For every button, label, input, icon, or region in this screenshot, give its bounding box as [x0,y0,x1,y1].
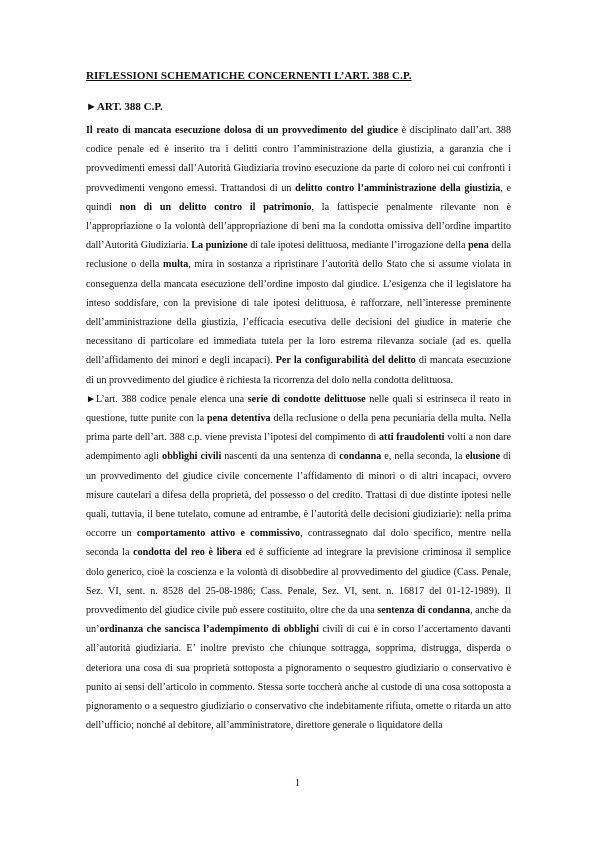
text-run: civili di cui è in corso l’accertamento davanti all’autorità giudiziaria. E’ inoltre previsto che chiunque sottragga, sopprima, distrugga, disperda o deteriora una cosa di sua proprietà sottoposta a pignoramento o sequestro giudiziario o conservativo è punito ai sensi dell’articolo in commento. Stessa sorte toccherà anche al custode di una cosa sottoposta a pignoramento o a sequestro giudiziario o conservativo che indebitamente rifiuta, omette o ritarda un atto dell’ufficio; nonché al debitore, all’amministratore, direttore generale o liquidatore della [86,624,512,732]
bold-text: obblighi civili [162,451,222,463]
bold-text: serie di condotte delittuose [247,393,366,405]
text-run: ►L’art. 388 codice penale elenca una [86,393,248,405]
bold-text: non di un delitto contro il patrimonio [119,201,312,213]
bold-text: delitto contro l’amministrazione della giustizia [295,182,501,194]
text-run: ed è sufficiente ad integrare la previsione criminosa il semplice dolo generico, cioè la coscienza e la volontà di disobbedire al provvedimento del giudice (Cass. Penale, Sez. VI, sent. n. 8528 del 25-08-1986; Cass. Penale, Sez. VI, sent. n. 16817 del 01-12-1989). Il provvedimento del giudice civile può essere costituito, oltre che da una [86,547,511,617]
text-run: di un provvedimento del giudice civile concernente l’affidamento di minori o di altri incapaci, ovvero misure cautelari a difesa della proprietà, del possesso o del credito. Trattasi di due distinte ipotesi nelle quali, tuttavia, il bene tutelato, comune ad entrambe, è l’autorità delle decisioni giudiziarie): nella prima occorre un [86,451,512,540]
paragraph-2 [86,390,511,736]
bold-text: condanna [339,451,382,463]
text-run: di tale ipotesi delittuosa, mediante l’irrogazione della [247,240,469,252]
bold-text: multa [163,259,189,271]
bold-text: pena [468,240,489,252]
bold-text: comportamento attivo e commissivo [136,528,301,540]
section-heading: ►ART. 388 C.P. [86,101,163,113]
body-text [86,121,511,736]
page-number: 1 [294,778,301,789]
text-run: , anche da un’ [86,605,511,636]
bold-text: atti fraudolenti [378,432,445,444]
bold-text: Per la configurabilità del delitto [275,355,416,367]
text-run: nascenti da una sentenza di [221,451,340,463]
bold-text: La punizione [191,240,248,252]
bold-text: Il reato di mancata esecuzione dolosa di un provvedimento del giudice [86,125,399,136]
text-run: , e quindi [86,182,511,213]
text-run: della reclusione o della [86,240,512,271]
text-run: , mira in sostanza a ripristinare l’autorità dello Stato che si assume violata in conseguenza della mancata esecuzione dell’ordine imposto dal giudice. L’esigenza che il legislatore ha inteso soddisfare, con la previsione di tale ipotesi delittuosa, è rafforzare, nell’interesse preminente dell’amministrazione della giustizia, l’efficacia esecutiva delle decisioni del giudice in materie che necessitano di particolare ed immediata tutela per la loro estrema rilevanza sociale (ad es. quella dell’affidamento dei minori e degli incapaci). [86,259,511,367]
document-title: RIFLESSIONI SCHEMATICHE CONCERNENTI L’ART. 388 C.P. [86,70,412,82]
text-run: nelle quali si estrinseca il reato in questione, tutte punite con la [86,393,511,425]
bold-text: pena detentiva [207,413,271,425]
paragraph-1 [86,121,511,390]
bold-text: sentenza di condanna [377,605,471,617]
text-run: e, nella seconda, la [381,451,466,463]
bold-text: ordinanza che sancisca l’adempimento di obblighi [99,624,319,636]
text-run: di mancata esecuzione di un provvedimento del giudice è richiesta la ricorrenza del dolo nella condotta delittuosa. [86,355,511,386]
bold-text: elusione [465,451,501,463]
text-run: volti a non dare adempimento agli [86,432,512,463]
text-run: , contrassegnato dal dolo specifico, mentre nella seconda la [86,528,511,559]
text-run: della reclusione o della pena pecuniaria della multa. Nella prima parte dell’art. 388 c.p. viene prevista l’ipotesi del compimento di [86,413,512,444]
text-run: , la fattispecie penalmente rilevante non è l’appropriazione o la volontà dell’appropriazione di beni ma la condotta omissiva dell’ordine impartito dall’Autorità Giudiziaria. [86,201,512,252]
bold-text: condotta del reo è libera [133,547,242,559]
text-run: è disciplinato dall’art. 388 codice penale ed è inserito tra i delitti contro l’amministrazione della giustizia, a garanzia che i provvedimenti emessi dall’Autorità Giudiziaria trovino esecuzione da parte di coloro nei cui confronti i provvedimenti vengono emessi. Trattandosi di un [86,125,511,194]
